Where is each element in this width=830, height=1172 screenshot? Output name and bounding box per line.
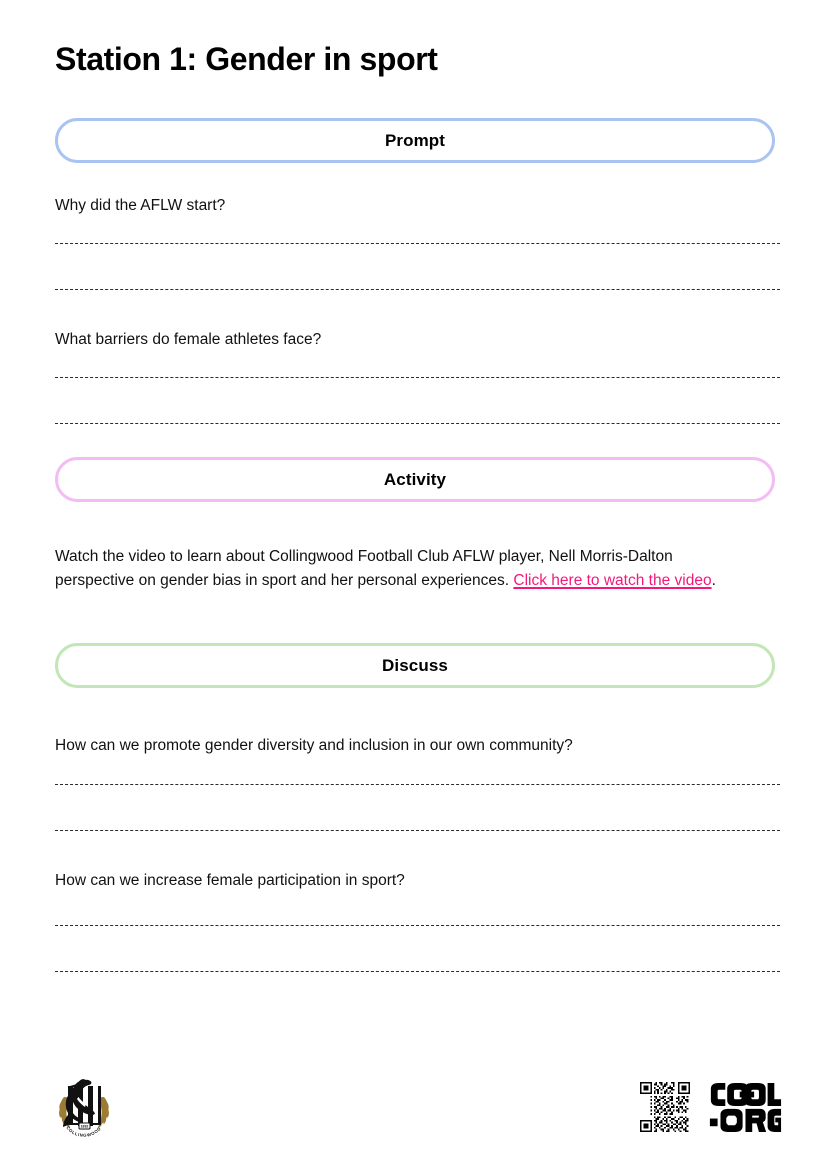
prompt-question-2: What barriers do female athletes face? [55, 331, 322, 348]
svg-text:COLLINGWOOD: COLLINGWOOD [65, 1125, 103, 1137]
section-header-prompt [55, 118, 775, 163]
discuss-answer-line-2a[interactable] [55, 925, 780, 926]
section-header-discuss [55, 643, 775, 688]
prompt-answer-line-1a[interactable] [55, 243, 780, 244]
discuss-answer-line-2b[interactable] [55, 971, 780, 972]
discuss-question-2: How can we increase female participation in sport? [55, 872, 405, 889]
section-header-activity-label: Activity [383, 469, 447, 489]
discuss-question-1: How can we promote gender diversity and inclusion in our own community? [55, 737, 573, 754]
discuss-answer-line-1b[interactable] [55, 830, 780, 831]
activity-body-text: Watch the video to learn about Collingwood Football Club AFLW player, Nell Morris-Dalton perspective on gender bias in sport and her personal experiences. [55, 548, 673, 589]
section-header-discuss-label: Discuss [382, 655, 448, 675]
prompt-answer-line-1b[interactable] [55, 289, 780, 290]
activity-body-period: . [711, 571, 716, 589]
prompt-answer-line-2a[interactable] [55, 377, 780, 378]
activity-body [55, 545, 745, 592]
prompt-question-1: Why did the AFLW start? [55, 197, 226, 214]
svg-text:1892: 1892 [80, 1124, 89, 1129]
watch-video-link[interactable]: Click here to watch the video [513, 571, 712, 589]
qr-code[interactable] [640, 1082, 690, 1132]
section-header-activity [55, 457, 775, 502]
discuss-answer-line-1a[interactable] [55, 784, 780, 785]
club-logo-container [55, 1075, 113, 1141]
page-title: Station 1: Gender in sport [55, 41, 438, 77]
cool-org-logo[interactable] [708, 1082, 782, 1132]
footer-brand-group [640, 1082, 782, 1132]
section-header-prompt-label: Prompt [384, 130, 446, 150]
collingwood-magpie-logo [55, 1075, 113, 1137]
prompt-answer-line-2b[interactable] [55, 423, 780, 424]
